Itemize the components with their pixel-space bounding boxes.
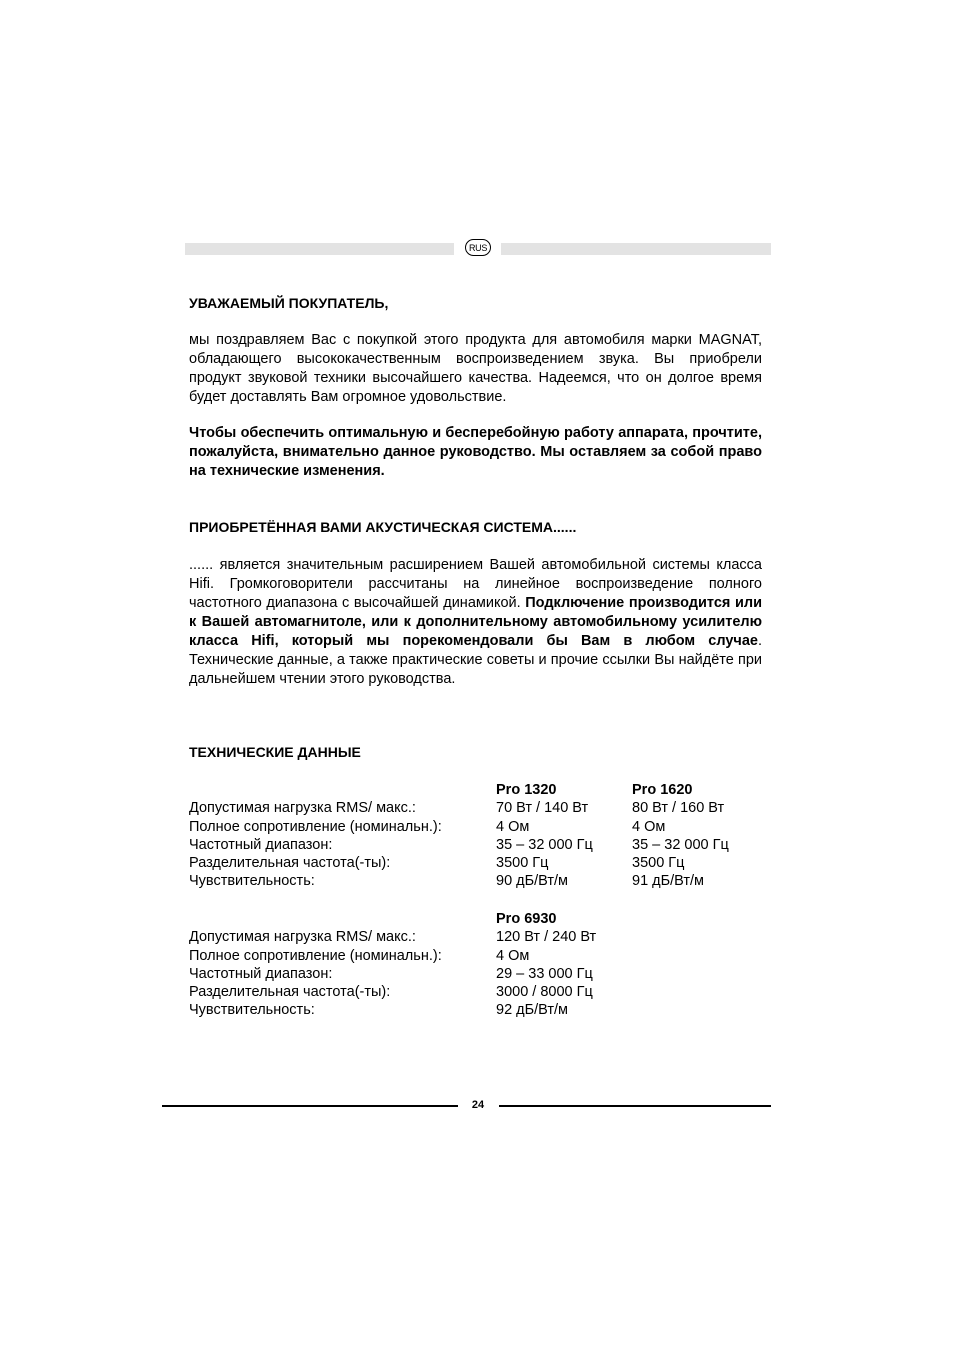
footer-rule-left [162, 1105, 458, 1107]
spec-label: Разделительная частота(-ты): [189, 984, 391, 1001]
system-text-a: ...... является значительным расширением Вашей автомобильной системы класса Hifi. Громкоговорители рассчитаны на линейное воспроизведение полного частотного диапазона с высочайшей динамикой. [189, 557, 762, 611]
header-bar-right [501, 243, 771, 255]
tech-title: ТЕХНИЧЕСКИЕ ДАННЫЕ [189, 744, 361, 760]
spec-value: 29 – 33 000 Гц [496, 965, 593, 982]
spec-value: 92 дБ/Вт/м [496, 1002, 568, 1019]
spec-value: 35 – 32 000 Гц [632, 836, 729, 853]
model-name: Pro 6930 [496, 911, 557, 927]
spec-value: 3500 Гц [632, 855, 685, 872]
spec-label: Разделительная частота(-ты): [189, 855, 391, 872]
page-number: 24 [471, 1099, 485, 1111]
system-paragraph [189, 556, 762, 689]
spec-label: Чувствительность: [189, 1002, 315, 1019]
spec-label: Допустимая нагрузка RMS/ макс.: [189, 929, 416, 946]
spec-value: 4 Ом [496, 818, 530, 835]
spec-value: 90 дБ/Вт/м [496, 873, 568, 890]
spec-value: 4 Ом [496, 947, 530, 964]
footer-rule-right [499, 1105, 771, 1107]
model-name: Pro 1620 [632, 782, 693, 798]
header-bar-left [185, 243, 454, 255]
spec-value: 3500 Гц [496, 855, 549, 872]
greeting-paragraph: мы поздравляем Вас с покупкой этого продукта для автомобиля марки MAGNAT, обладающего высококачественным воспроизведением звука. Вы приобрели продукт звуковой техники высочайшего качества. Надеемся, что он долгое время будет доставлять Вам огромное удовольствие. [189, 332, 762, 405]
spec-label: Полное сопротивление (номинальн.): [189, 947, 442, 964]
language-badge: RUS [465, 239, 491, 256]
spec-value: 91 дБ/Вт/м [632, 873, 704, 890]
greeting-title: УВАЖАЕМЫЙ ПОКУПАТЕЛЬ, [189, 295, 389, 311]
system-title: ПРИОБРЕТЁННАЯ ВАМИ АКУСТИЧЕСКАЯ СИСТЕМА...... [189, 519, 577, 535]
spec-label: Частотный диапазон: [189, 836, 333, 853]
spec-label: Частотный диапазон: [189, 965, 333, 982]
spec-value: 4 Ом [632, 818, 666, 835]
spec-value: 120 Вт / 240 Вт [496, 929, 597, 946]
spec-value: 80 Вт / 160 Вт [632, 800, 725, 817]
model-name: Pro 1320 [496, 782, 557, 798]
system-text-bold: Подключение производится или к Вашей автомагнитоле, или к дополнительному автомобильному усилителю класса Hifi, который мы порекомендовали бы Вам в любом случае [189, 595, 762, 649]
spec-label: Допустимая нагрузка RMS/ макс.: [189, 800, 416, 817]
spec-value: 35 – 32 000 Гц [496, 836, 593, 853]
spec-value: 70 Вт / 140 Вт [496, 800, 589, 817]
notice-paragraph: Чтобы обеспечить оптимальную и бесперебойную работу аппарата, прочтите, пожалуйста, внимательно данное руководство. Мы оставляем за собой право на технические изменения. [189, 425, 762, 479]
spec-value: 3000 / 8000 Гц [496, 984, 593, 1001]
spec-label: Чувствительность: [189, 873, 315, 890]
system-text-b: . Технические данные, а также практические советы и прочие ссылки Вы найдёте при дальнейшем чтении этого руководства. [189, 633, 762, 687]
spec-label: Полное сопротивление (номинальн.): [189, 818, 442, 835]
